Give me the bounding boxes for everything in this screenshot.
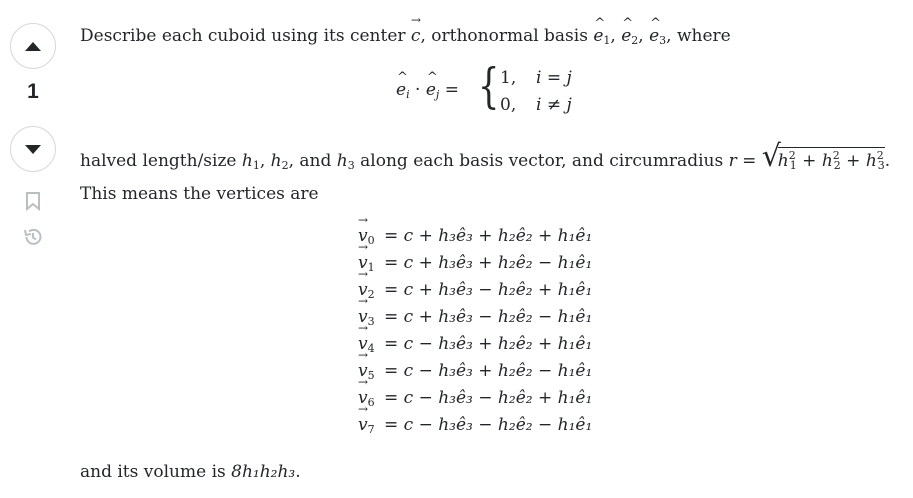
intro-line: Describe each cuboid using its center → c, orthonormal basis ^ $e_1$, ^ $e_2$, ^ $e_3$, where (80, 26, 731, 47)
intro-end: , where (666, 26, 731, 46)
case-row-equal (500, 68, 572, 88)
case-row-unequal (500, 95, 572, 115)
intro-text: Describe each cuboid using its center (80, 26, 411, 46)
basis-text: , orthonormal basis (420, 26, 594, 46)
volume-end: . (295, 462, 301, 482)
case1-condition: i = j (536, 68, 572, 88)
vertex-row: → $v_5 = c$ − h₃ê₃ + h₂ê₂ − h₁ê₁ (358, 361, 592, 388)
bookmark-button[interactable] (22, 190, 44, 212)
case2-value: 0, (500, 95, 517, 115)
case2-condition: i ≠ j (536, 95, 572, 115)
volume-line (80, 462, 301, 482)
downvote-arrow-icon (24, 143, 42, 155)
vertex-row: → $v_0 = c$ + h₃ê₃ + h₂ê₂ + h₁ê₁ (358, 226, 592, 253)
case1-value: 1, (500, 68, 517, 88)
volume-formula: 8h₁h₂h₃ (231, 462, 296, 482)
cases-brace: { (478, 58, 500, 114)
history-button[interactable] (22, 226, 44, 248)
vertex-row: → $v_4 = c$ − h₃ê₃ + h₂ê₂ + h₁ê₁ (358, 334, 592, 361)
history-icon (22, 226, 44, 248)
vertex-row: → $v_2 = c$ + h₃ê₃ − h₂ê₂ + h₁ê₁ (358, 280, 592, 307)
vertex-row: → $v_6 = c$ − h₃ê₃ − h₂ê₂ + h₁ê₁ (358, 388, 592, 415)
vertex-row: → $v_3 = c$ + h₃ê₃ − h₂ê₂ − h₁ê₁ (358, 307, 592, 334)
circumradius-formula: √ $h^2_1 + h^2_2 + h^2_3$ (761, 139, 885, 174)
and-text: , and (288, 151, 337, 171)
volume-text: and its volume is (80, 462, 232, 482)
upvote-arrow-icon (24, 40, 42, 52)
halved-length-line: halved length/size $h_1$, $h_2$, and $h_3$ along each basis vector, and circumradius r = √ $h^2_1 + h^2_2 + h^2_3$. (80, 139, 891, 174)
circumradius-text: along each basis vector, and circumradius (354, 151, 729, 171)
upvote-button[interactable] (10, 23, 56, 69)
vote-column (0, 0, 70, 498)
vote-count: 1 (27, 80, 39, 103)
bookmark-icon (22, 190, 44, 212)
halved-text: halved length/size (80, 151, 242, 171)
vertex-row: → $v_7 = c$ − h₃ê₃ − h₂ê₂ − h₁ê₁ (358, 415, 592, 442)
vertex-row: → $v_1 = c$ + h₃ê₃ + h₂ê₂ − h₁ê₁ (358, 253, 592, 280)
downvote-button[interactable] (10, 126, 56, 172)
vertices-intro: This means the vertices are (80, 184, 319, 204)
cases-lhs: ^ $e_i$ · ^ $e_j$ = (396, 80, 459, 101)
center-vector: → c (411, 26, 421, 46)
